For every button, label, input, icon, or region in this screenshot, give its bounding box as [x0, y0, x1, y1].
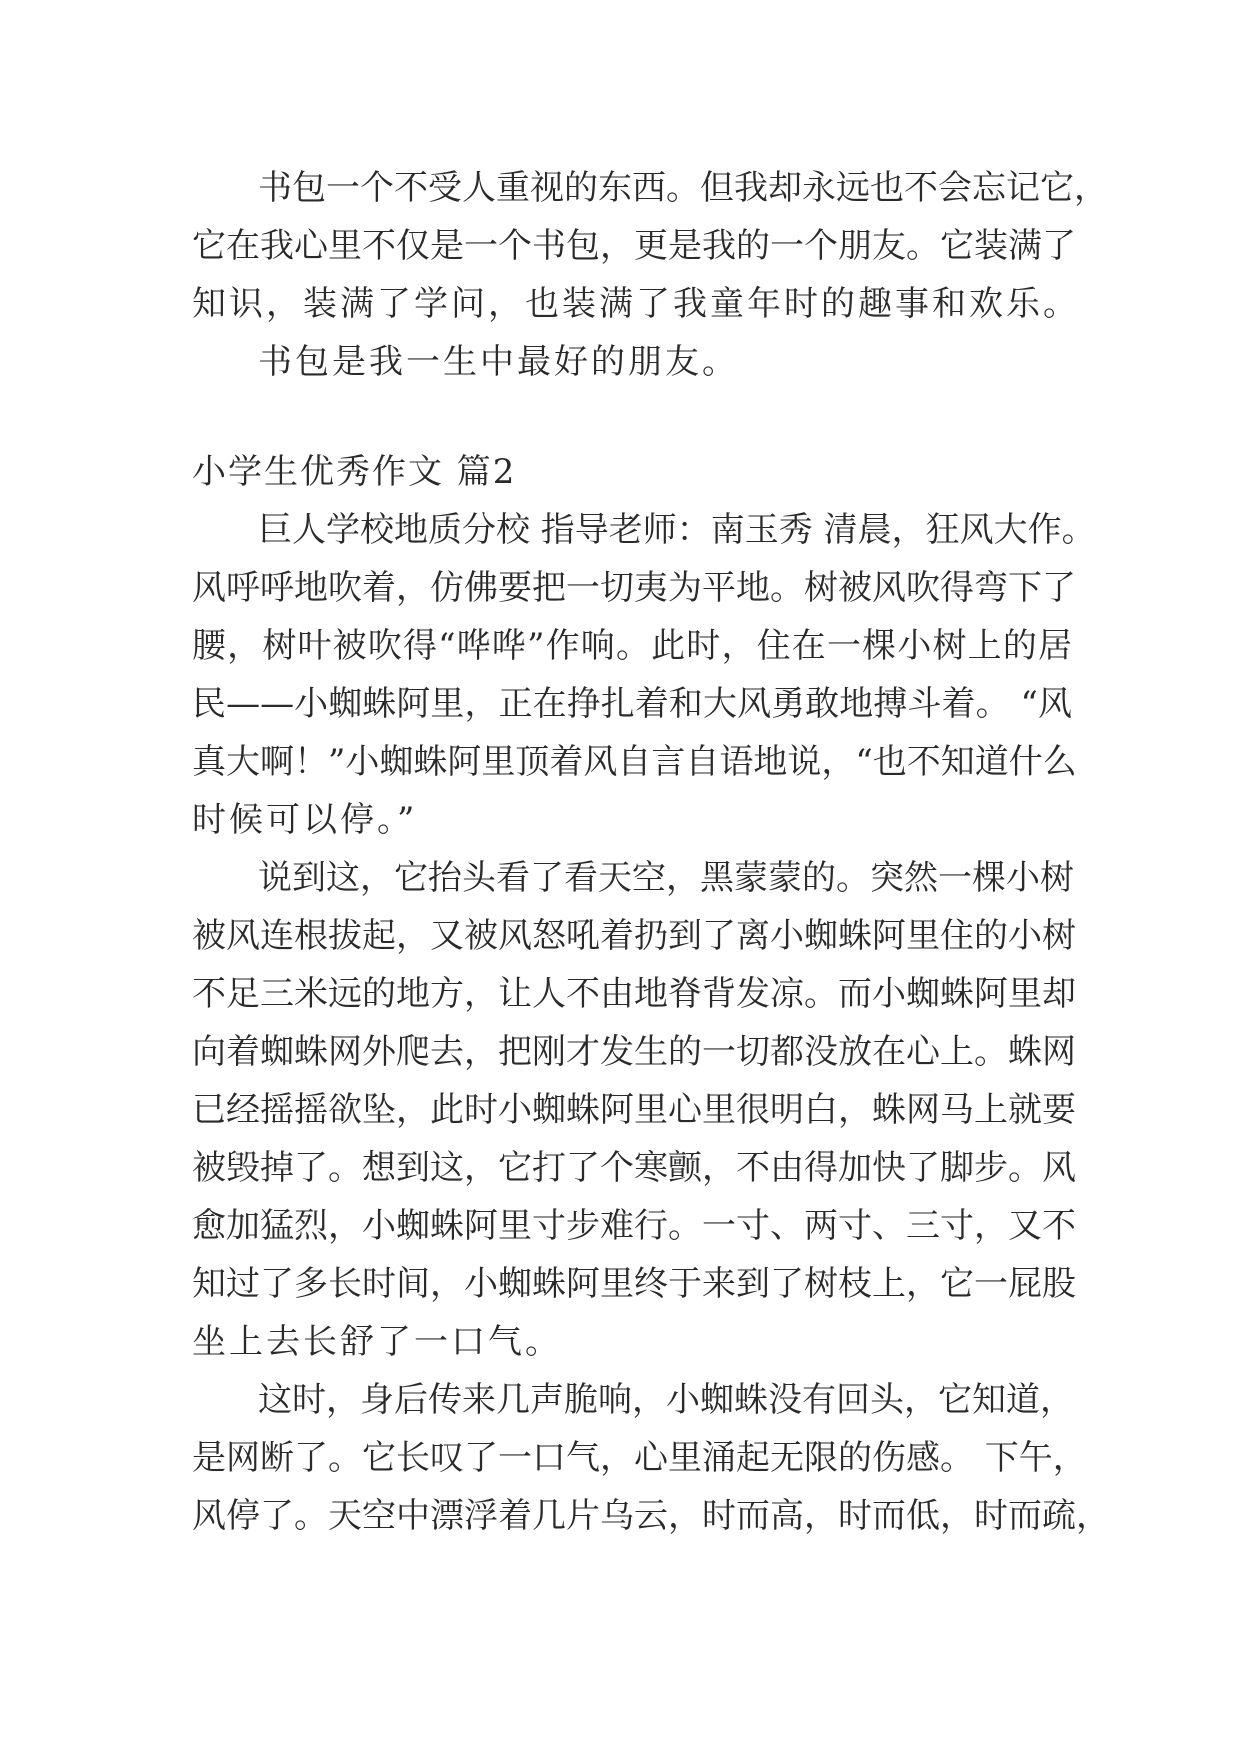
paragraph-line: 书包是我一生中最好的朋友。 [258, 342, 739, 382]
paragraph-line: 已经摇摇欲坠，此时小蜘蛛阿里心里很明白，蛛网马上就要 [192, 1090, 1076, 1130]
paragraph-line: 风停了。天空中漂浮着几片乌云，时而高，时而低，时而疏， [192, 1496, 1110, 1536]
paragraph-line: 这时，身后传来几声脆响，小蜘蛛没有回头，它知道， [258, 1380, 1074, 1420]
paragraph-line: 向着蜘蛛网外爬去，把刚才发生的一切都没放在心上。蛛网 [192, 1032, 1076, 1072]
paragraph-line: 真大啊！”小蜘蛛阿里顶着风自言自语地说，“也不知道什么 [192, 742, 1077, 782]
paragraph-line: 愈加猛烈，小蜘蛛阿里寸步难行。一寸、两寸、三寸，又不 [192, 1206, 1076, 1246]
paragraph-line: 它在我心里不仅是一个书包，更是我的一个朋友。它装满了 [192, 226, 1076, 266]
paragraph-line: 腰，树叶被吹得“哗哗”作响。此时，住在一棵小树上的居 [192, 626, 1072, 666]
paragraph-line: 知过了多长时间，小蜘蛛阿里终于来到了树枝上，它一屁股 [192, 1264, 1076, 1304]
paragraph-line: 时候可以停。” [192, 800, 418, 840]
section-heading: 小学生优秀作文 篇2 [192, 452, 517, 492]
paragraph-line: 知识，装满了学问，也装满了我童年时的趣事和欢乐。 [192, 284, 1080, 324]
paragraph-line: 被风连根拔起，又被风怒吼着扔到了离小蜘蛛阿里住的小树 [192, 916, 1076, 956]
paragraph-line: 坐上去长舒了一口气。 [192, 1322, 562, 1362]
paragraph-line: 是网断了。它长叹了一口气，心里涌起无限的伤感。 下午， [192, 1438, 1087, 1478]
paragraph-line: 被毁掉了。想到这，它打了个寒颤，不由得加快了脚步。风 [192, 1148, 1076, 1188]
paragraph-line: 巨人学校地质分校 指导老师：南玉秀 清晨，狂风大作。 [258, 510, 1096, 550]
paragraph-line: 书包一个不受人重视的东西。但我却永远也不会忘记它， [258, 168, 1108, 208]
paragraph-line: 说到这，它抬头看了看天空，黑蒙蒙的。突然一棵小树 [258, 858, 1074, 898]
paragraph-line: 民——小蜘蛛阿里，正在挣扎着和大风勇敢地搏斗着。 “风 [192, 684, 1072, 724]
paragraph-line: 风呼呼地吹着，仿佛要把一切夷为平地。树被风吹得弯下了 [192, 568, 1076, 608]
paragraph-line: 不足三米远的地方，让人不由地脊背发凉。而小蜘蛛阿里却 [192, 974, 1076, 1014]
